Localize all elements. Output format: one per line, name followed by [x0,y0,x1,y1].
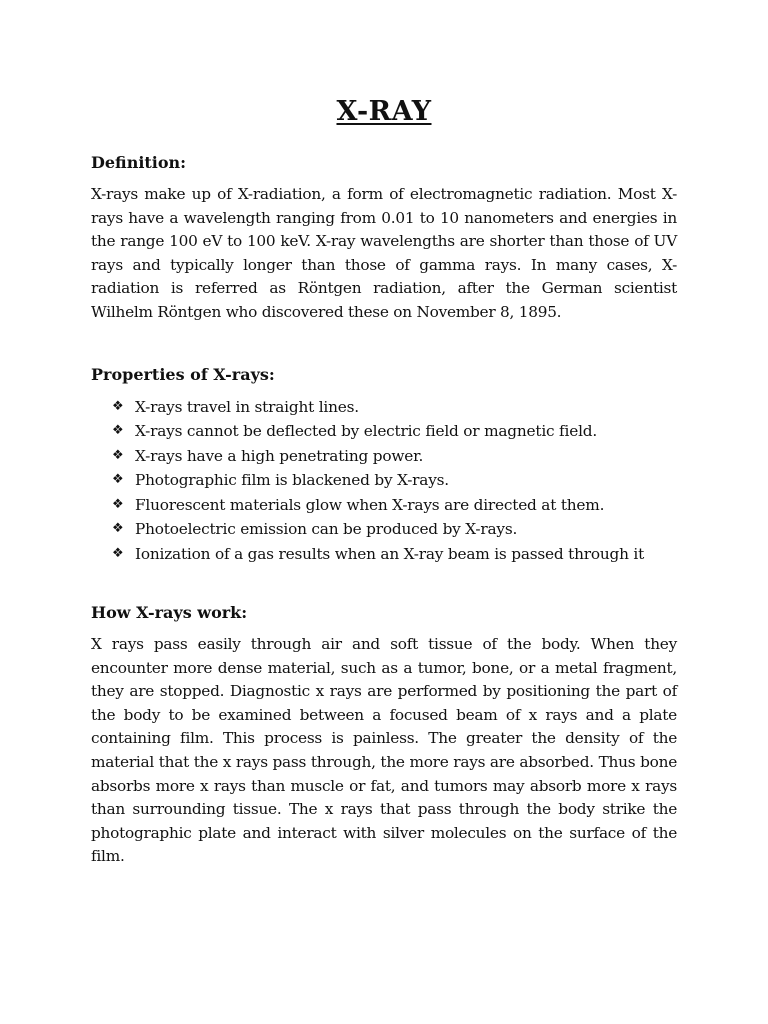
list-item-text: Fluorescent materials glow when X-rays are directed at them. [135,495,605,514]
list-item [112,517,677,542]
definition-heading: Definition: [91,153,187,172]
list-item [112,542,677,567]
diamond-bullet-icon: ❖ [112,545,124,561]
document-page [91,94,677,869]
document-title: X-RAY [336,96,432,127]
properties-list [91,395,677,567]
diamond-bullet-icon: ❖ [112,472,124,488]
list-item-text: Photoelectric emission can be produced by X-rays. [135,520,518,539]
definition-paragraph: X-rays make up of X-radiation, a form of electromagnetic radiation. Most X-rays have a wavelength ranging from 0.01 to 10 nanometers and energies in the range 100 eV to 100 keV. X-ray wavelengths are shorter than those of UV rays and typically longer than those of gamma rays. In many cases, X-radiation is referred as Röntgen radiation, after the German scientist Wilhelm Röntgen who discovered these on November 8, 1895. [91,185,677,321]
diamond-bullet-icon: ❖ [112,521,124,537]
how-xrays-work-heading: How X-rays work: [91,603,248,623]
how-xrays-work-section [91,602,677,869]
list-item-text: Ionization of a gas results when an X-ray beam is passed through it [135,544,645,563]
list-item [112,493,677,518]
diamond-bullet-icon: ❖ [112,423,124,439]
diamond-bullet-icon: ❖ [112,496,124,512]
diamond-bullet-icon: ❖ [112,447,124,463]
list-item-text: Photographic film is blackened by X-rays. [135,471,449,490]
list-item [112,468,677,493]
how-xrays-work-paragraph: X rays pass easily through air and soft tissue of the body. When they encounter more dense material, such as a tumor, bone, or a metal fragment, they are stopped. Diagnostic x rays are performed by positioning the part of the body to be examined between a focused beam of x rays and a plate containing film. This process is painless. The greater the density of the material that the x rays pass through, the more rays are absorbed. Thus bone absorbs more x rays than muscle or fat, and tumors may absorb more x rays than surrounding tissue. The x rays that pass through the body strike the photographic plate and interact with silver molecules on the surface of the film. [91,635,677,866]
list-item [112,444,677,469]
diamond-bullet-icon: ❖ [112,398,124,414]
properties-heading: Properties of X-rays: [91,364,275,384]
properties-section [91,364,677,567]
list-item [112,419,677,444]
list-item-text: X-rays travel in straight lines. [135,397,359,416]
list-item-text: X-rays cannot be deflected by electric field or magnetic field. [135,422,598,441]
list-item-text: X-rays have a high penetrating power. [135,446,424,465]
list-item [112,395,677,420]
definition-section [91,152,677,325]
